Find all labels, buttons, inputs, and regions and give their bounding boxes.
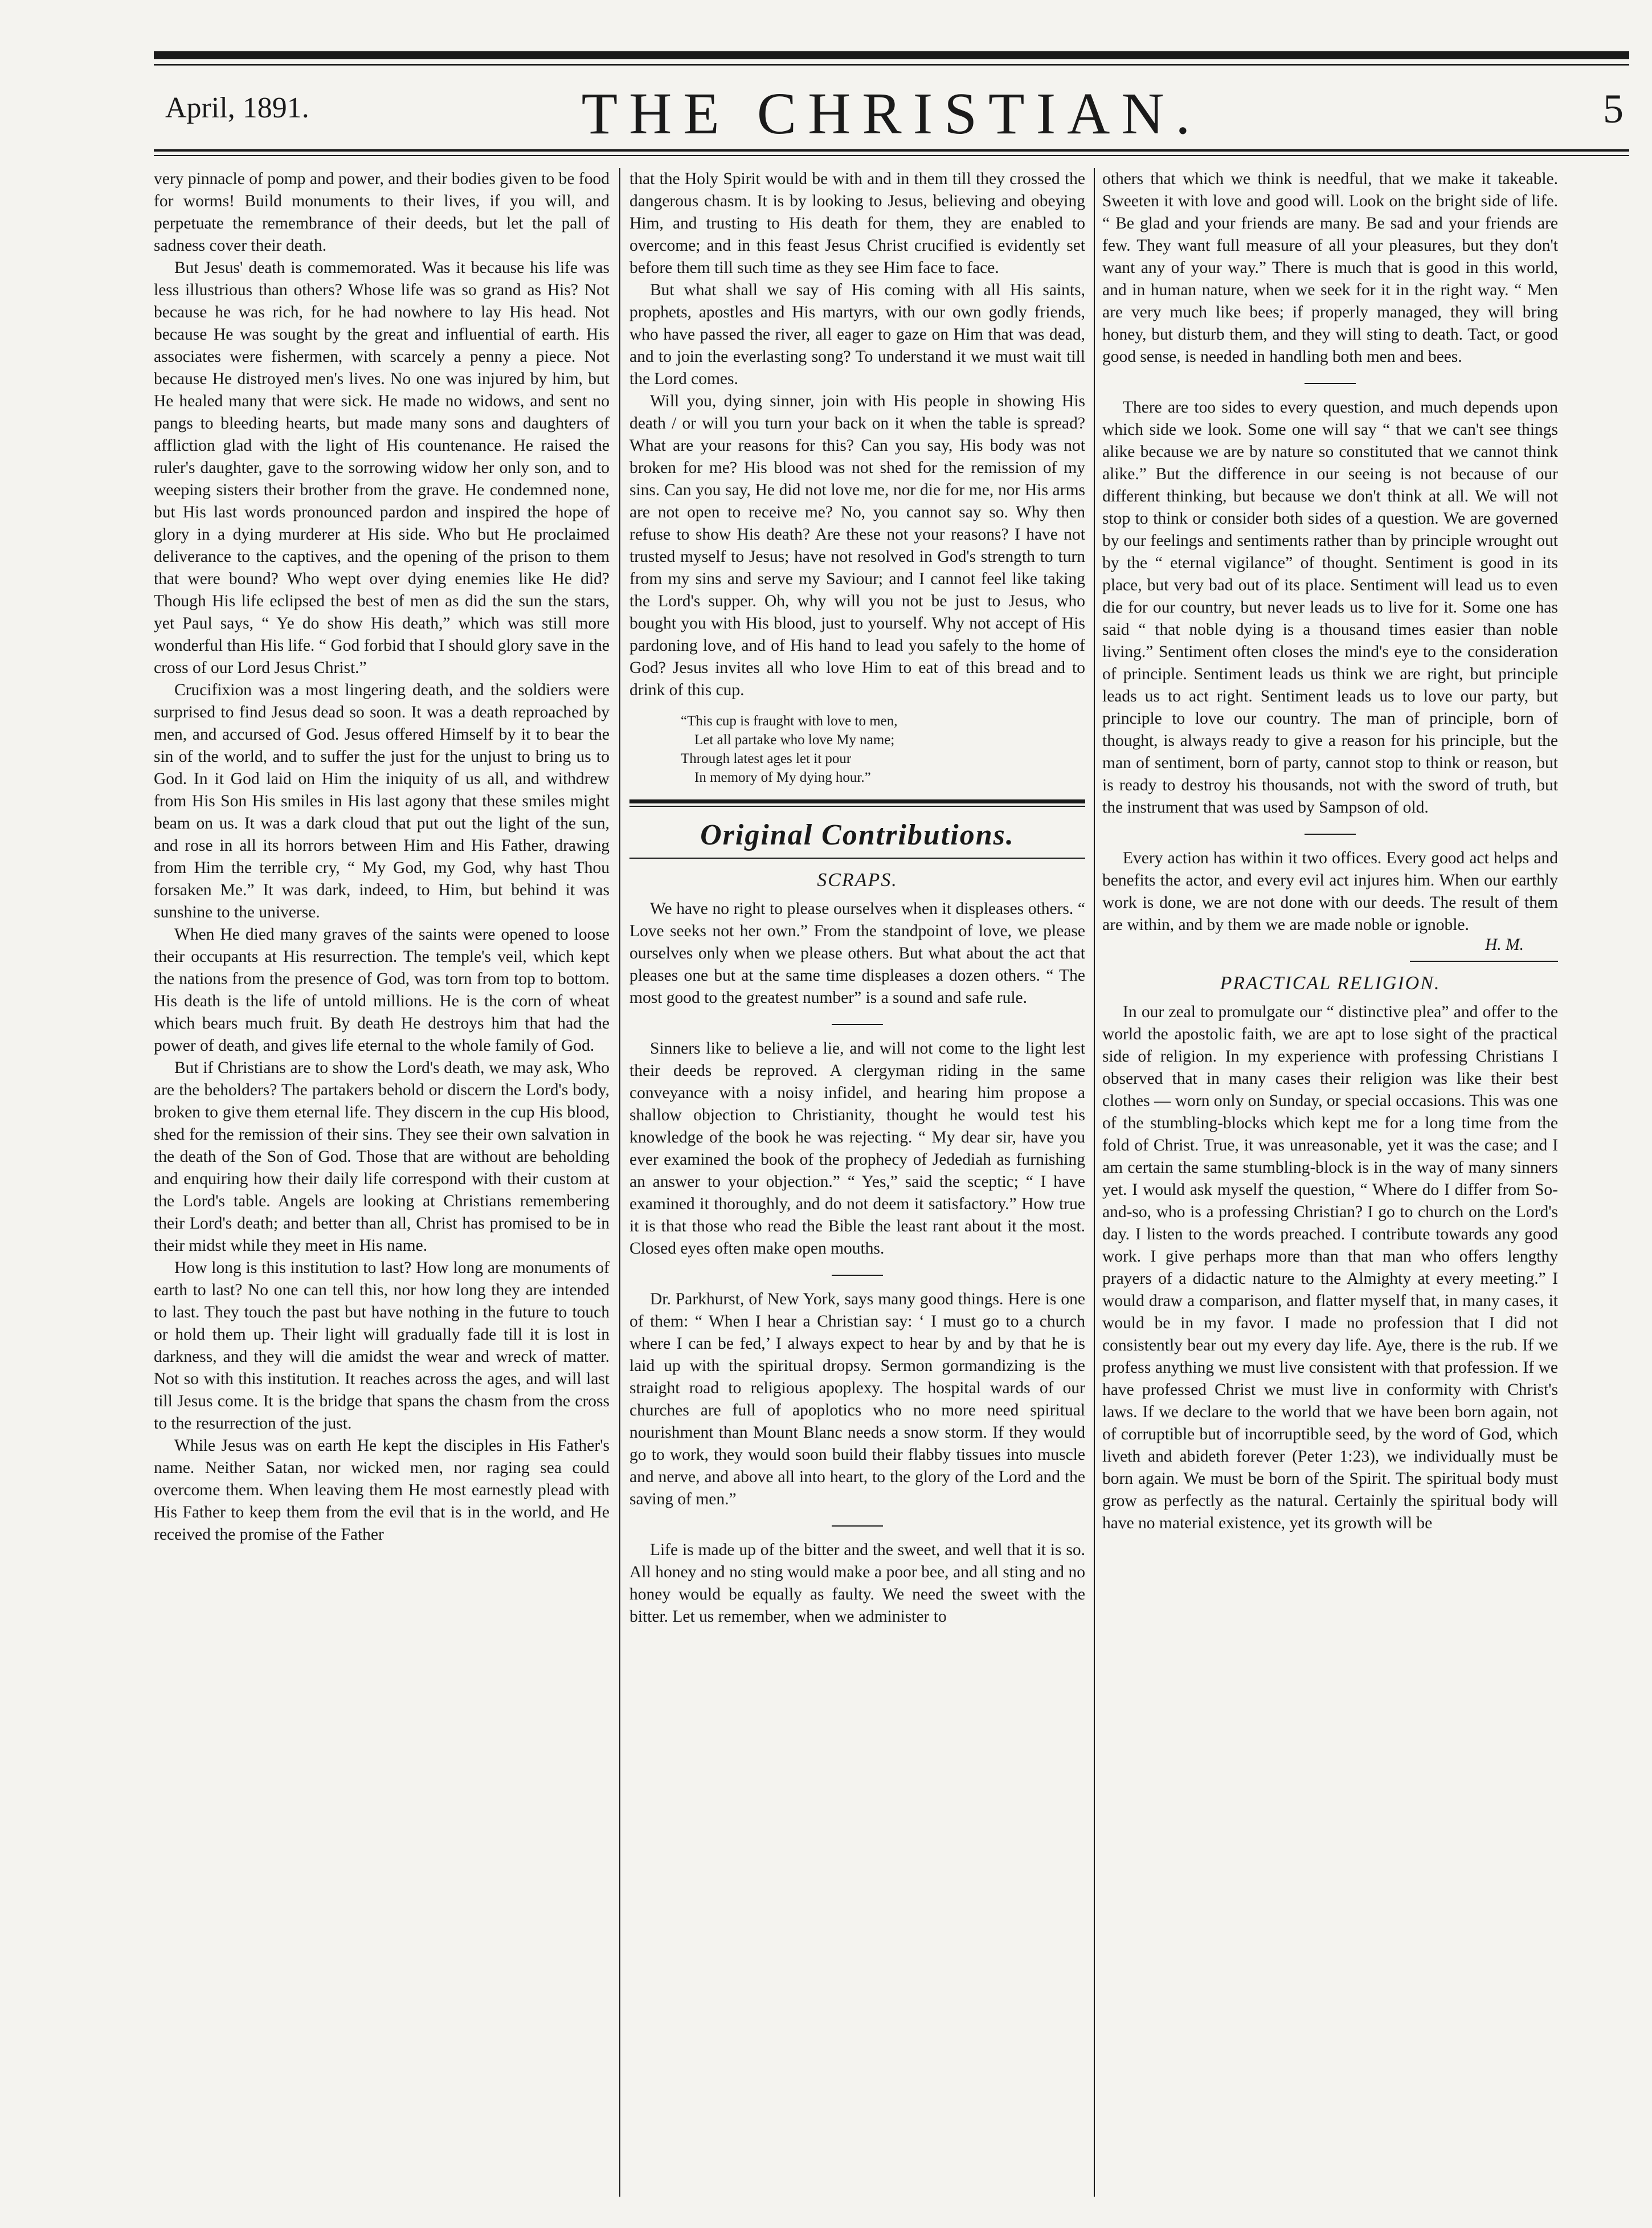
page-header [154,68,1629,154]
header-rule [154,149,1629,152]
paragraph: Crucifixion was a most lingering death, and the soldiers were surprised to find Jesus dead so soon. It was a death reproached by men, and accursed of God. Jesus offered Himself by it to bear the sin of the world, and to suffer the just for the unjust to bring us to God. In it God laid on Him the iniquity of us all, and withdrew from His Son His smiles in His last agony that these smiles might beam on us. It was a dark cloud that put out the light of the sun, and rose in all its horrors between Him and His Father, drawing from Him the terrible cry, “ My God, my God, why hast Thou forsaken Me.” It was dark, indeed, to Him, but behind it was sunshine to the universe. [154,681,610,921]
paragraph: that the Holy Spirit would be with and in them till they crossed the dangerous chasm. It is by looking to Jesus, believing and obeying Him, and trusting to His death for them, they are enabled to overcome; and in this feast Jesus Christ crucified is evidently set before them till such time as they see Him face to face. [629,170,1085,277]
header-rule-thin [154,155,1629,156]
top-rule [154,51,1629,59]
paragraph: Dr. Parkhurst, of New York, says many good things. Here is one of them: “ When I hear a Christian say: ‘ I must go to a church where I can be fed,’ I always expect to hear by and by that he is laid up with the spiritual dropsy. Sermon gormandizing is the straight road to religious apoplexy. The hospital wards of our churches are full of apoplotics who no more need spiritual nourishment than Mount Blanc needs a snow storm. If they would go to work, they would soon build their flabby tissues into muscle and nerve, and above all into heart, to the glory of the Lord and the saving of men.” [629,1290,1085,1508]
paragraph: very pinnacle of pomp and power, and their bodies given to be food for worms! Build monuments to their lives, if you will, and perpetuate the remembrance of their deeds, but let the pall of sadness cover their death. [154,170,610,255]
newspaper-page [154,40,1629,2217]
separator [1410,961,1558,962]
poem-line: Through latest ages let it pour [681,751,852,766]
column-1 [154,168,610,2197]
column-3 [1102,168,1558,2197]
author-signature: H. M. [1485,936,1524,954]
column-divider [1094,168,1095,2197]
paragraph: When He died many graves of the saints were opened to loose their occupants at His resurrection. The temple's veil, which kept the nations from the presence of God, was torn from top to bottom. His death is the life of untold millions. He is the corn of wheat which bears much fruit. By death He destroys him that had the power of death, and gives life eternal to the whole family of God. [154,925,610,1055]
section-rule-thin [629,858,1085,859]
column-divider [619,168,620,2197]
column-2 [629,168,1085,2197]
paragraph: others that which we think is needful, that we make it takeable. Sweeten it with love and good will. Look on the bright side of life. “ Be glad and your friends are many. Be sad and your friends are few. They want full measure of all your pleasures, but they don't want any of your way.” There is much that is good in this world, and in human nature, when we seek for it in the right way. “ Men are very much like bees; if properly managed, they will bring honey, but disturb them, and they will sting to death. Tact, or good good sense, is needed in handling both men and bees. [1102,170,1558,366]
paragraph: Life is made up of the bitter and the sweet, and well that it is so. All honey and no sting would make a poor bee, and all sting and no honey would be equally as faulty. We need the sweet with the bitter. Let us remember, when we administer to [629,1541,1085,1626]
paragraph: Every action has within it two offices. Every good act helps and benefits the actor, and every evil act injures him. When our earthly work is done, we are not done with our deeds. The result of them are within, and by them we are made noble or ignoble. [1102,849,1558,934]
poem-line: In memory of My dying hour.” [694,770,871,785]
separator [1305,383,1356,384]
paragraph: Sinners like to believe a lie, and will not come to the light lest their deeds be reproved. A clergyman riding in the same conveyance with a noisy infidel, and hearing him propose a shallow objection to Christianity, thought he would test his knowledge of the book he was rejecting. “ My dear sir, have you ever examined the book of the prophecy of Jedediah as furnishing an answer to your objection.” “ Yes,” said the sceptic; “ I have examined it thoroughly, and do not deem it satisfactory.” How true it is that those who read the Bible the least rant about it the most. Closed eyes often make open mouths. [629,1039,1085,1258]
section-rule [629,799,1085,803]
top-rule-thin [154,64,1629,66]
page-number: 5 [1603,86,1624,132]
paragraph: But what shall we say of His coming with all His saints, prophets, apostles and His martyrs, with our own godly friends, who have passed the river, all eager to gaze on Him that was dead, and to join the everlasting song? To understand it we must wait till the Lord comes. [629,281,1085,388]
issue-date: April, 1891. [165,92,309,124]
paragraph: In our zeal to promulgate our “ distinctive plea” and offer to the world the apostolic faith, we are apt to lose sight of the practical side of religion. In my experience with professing Christians I observed that in many cases their religion was like their best clothes — worn only on Sunday, or special occasions. This was one of the stumbling-blocks which kept me for a long time from the fold of Christ. True, it was unreasonable, yet it was the case; and I am certain the same stumbling-block is in the way of many sinners yet. I would ask myself the question, “ Where do I differ from So-and-so, who is a professing Christian? I go to church on the Lord's day. I listen to the words preached. I contribute towards any good work. I give perhaps more than that man who offers lengthy prayers of a didactic nature to the Almighty at every meeting.” I would draw a comparison, and flatter myself that, in many cases, it would be in my favor. I made no profession that I did not consistently bear out my every day life. Aye, there is the rub. If we profess anything we must live consistent with that profession. If we have professed Christ we must live in conformity with Christ's laws. If we declare to the world that we have been born again, not of corruptible but of incorruptible seed, by the word of God, which liveth and abideth forever (Peter 1:23), we individually must be born again. We must be born of the Spirit. The spiritual body must grow as perfectly as the natural. Certainly the spiritual body will have no material existence, yet its growth will be [1102,1003,1558,1532]
paragraph: There are too sides to every question, and much depends upon which side we look. Some one will say “ that we can't see things alike because we are by nature so constituted that we cannot think alike.” But the difference in our seeing is not because of our different thinking, but because we don't think at all. We will not stop to think or consider both sides of a question. We are governed by our feelings and sentiments rather than by principle wrought out by the “ eternal vigilance” of thought. Sentiment is good in its place, but very bad out of its place. Sentiment will lead us to even die for our country, but never leads us to live for it. Some one has said “ that noble dying is a thousand times easier than noble living.” Sentiment often closes the mind's eye to the consideration of principle. Sentiment leads us think we are right, but principle leads us to act right. Sentiment leads us to love our party, but principle to love our country. The man of principle, born of thought, is always ready to give a reason for his principle, but the man of sentiment, born of party, cannot stop to think or reason, but is ready to destroy his thousands, not with the sword of truth, but the instrument that was used by Sampson of old. [1102,398,1558,817]
poem [681,712,1085,787]
paragraph: But Jesus' death is commemorated. Was it because his life was less illustrious than others? Whose life was so grand as His? Not because he was rich, for he had nowhere to lay His head. Not because He was sought by the great and influential of earth. His associates were fishermen, with scarcely a penny a piece. Not because He distroyed men's lives. No one was injured by him, but He healed many that were sick. He made no widows, and sent no pangs to bleeding hearts, but made many sons and daughters of affliction glad with the light of His countenance. He raised the ruler's daughter, gave to the sorrowing widow her only son, and to weeping sisters their brother from the grave. He condemned none, but His last words pronounced pardon and inspired the hope of glory in a dying murderer at His side. Who but He proclaimed deliverance to the captives, and the opening of the prison to them that were bound? Who wept over dying enemies like He did? Though His life eclipsed the best of men as did the sun the stars, yet Paul says, “ Ye do show His death,” which was still more wonderful than His life. “ God forbid that I should glory save in the cross of our Lord Jesus Christ.” [154,259,610,677]
separator [832,1275,883,1276]
poem-line: “This cup is fraught with love to men, [681,713,898,729]
article-title-scraps: SCRAPS. [817,870,898,891]
separator [832,1024,883,1025]
separator [1305,834,1356,835]
paragraph: Will you, dying sinner, join with His people in showing His death / or will you turn your back on it when the table is spread? What are your reasons for this? Can you say, His body was not broken for me? His blood was not shed for the remission of my sins. Can you say, He did not love me, nor die for me, nor His arms are not open to receive me? No, you cannot say so. Why then refuse to show His death? Are these not your reasons? I have not trusted myself to Jesus; have not resolved in God's strength to turn from my sins and serve my Saviour; and I cannot feel like taking the Lord's supper. Oh, why will you not be just to Jesus, who bought you with His blood, just to yourself. Why not accept of His pardoning love, and of His hand to lead you safely to the home of God? Jesus invites all who love Him to eat of this bread and to drink of this cup. [629,392,1085,699]
paragraph: While Jesus was on earth He kept the disciples in His Father's name. Neither Satan, nor wicked men, nor raging sea could overcome them. When leaving them He most earnestly plead with His Father to keep them from the evil that is in the world, and He received the promise of the Father [154,1437,610,1544]
separator [832,1525,883,1527]
paragraph: But if Christians are to show the Lord's death, we may ask, Who are the beholders? The partakers behold or discern the Lord's body, broken to give them eternal life. They discern in the cup His blood, shed for the remission of their sins. They see their own salvation in the death of the Son of God. Those that are without are beholding and enquiring how their daily life correspond with their custom at the Lord's table. Angels are looking at Christians remembering their Lord's death; and better than all, Christ has promised to be in their midst while they meet in His name. [154,1059,610,1255]
article-title-practical-religion: PRACTICAL RELIGION. [1220,973,1441,994]
paragraph: We have no right to please ourselves when it displeases others. “ Love seeks not her own.” From the standpoint of love, we please ourselves only when we please others. But what about the act that pleases one but at the same time displeases a dozen others. “ The most good to the greatest number” is a sound and safe rule. [629,900,1085,1007]
section-heading: Original Contributions. [700,819,1015,851]
poem-line: Let all partake who love My name; [694,732,895,748]
masthead-title: THE CHRISTIAN. [581,81,1202,146]
section-rule-thin [629,806,1085,807]
paragraph: How long is this institution to last? How long are monuments of earth to last? No one can tell this, nor how long they are intended to last. They touch the past but have nothing in the future to touch or hold them up. Their light will gradually fade till it is lost in darkness, and they will die amidst the wear and wreck of matter. Not so with this institution. It reaches across the ages, and will last till Jesus come. It is the bridge that spans the chasm from the cross to the resurrection of the just. [154,1259,610,1433]
